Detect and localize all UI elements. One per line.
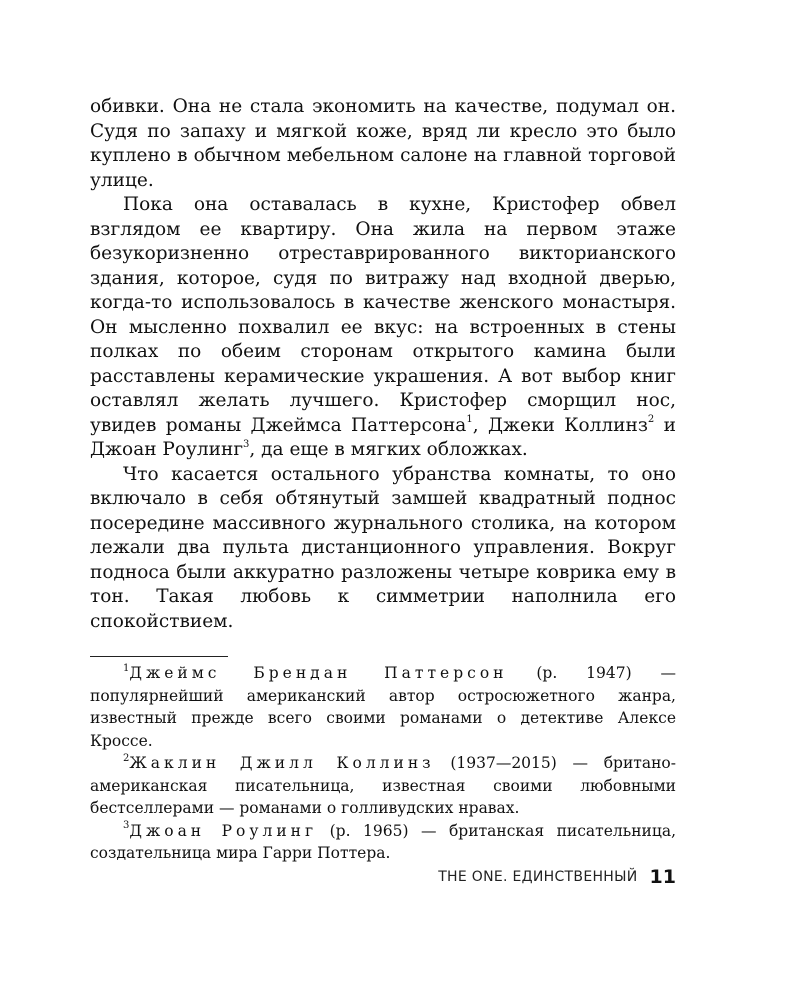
footnote-ref-3: 3 bbox=[243, 438, 250, 450]
footnote-number: 1 bbox=[123, 662, 130, 674]
book-title: THE ONE. ЕДИНСТВЕННЫЙ bbox=[438, 869, 638, 885]
footnote-text: (1937—2015) — британо-американская писательница, известная своими любовными бестселлерами — романами о голливудских нравах. bbox=[90, 754, 676, 817]
footnote-text: (р. 1947) — популярнейший американский автор остросюжетного жанра, известный прежде всего своими романами о детективе Алексе Кроссе. bbox=[90, 664, 677, 750]
footnote-1 bbox=[90, 662, 676, 752]
paragraph-2-text-start: Пока она оставалась в кухне, Кристофер обвел взглядом ее квартиру. Она жила на первом этаже безукоризненно отреставрированного викторианского здания, которое, судя по витражу над входной дверью, когда-то использовалось в качестве женского монастыря. Он мысленно похвалил ее вкус: на встроенных в стены полках по обеим сторонам открытого камина были расставлены керамические украшения. А вот выбор книг оставлял желать лучшего. Кристофер сморщил нос, увидев романы Джеймса Паттерсона bbox=[90, 194, 676, 436]
footnote-person-name: Джеймс Брендан Паттерсон bbox=[129, 664, 508, 682]
footnote-text: (р. 1965) — британская писательница, создательница мира Гарри Поттера. bbox=[90, 821, 676, 862]
paragraph-2-text-end: , да еще в мягких обложках. bbox=[249, 439, 528, 460]
footnote-divider bbox=[90, 656, 228, 657]
footnote-3 bbox=[90, 820, 676, 865]
paragraph-2-text-mid: , Джеки Коллинз bbox=[472, 414, 648, 436]
footnote-number: 3 bbox=[123, 820, 130, 832]
footnote-person-name: Джоан Роулинг bbox=[129, 821, 318, 840]
footnote-ref-2: 2 bbox=[647, 414, 655, 426]
footnote-ref-1: 1 bbox=[466, 414, 473, 426]
paragraph-3: Что касается остального убранства комнаты, то оно включало в себя обтянутый замшей квадратный поднос посередине массивного журнального столика, на котором лежали два пульта дистанционного управления. Вокруг подноса были аккуратно разложены четыре коврика ему в тон. Такая любовь к симметрии наполнила его спокойствием. bbox=[90, 463, 676, 632]
paragraph-2-text-mid2: и Джоан Роулинг bbox=[90, 414, 676, 460]
main-text bbox=[90, 95, 676, 634]
footnotes bbox=[90, 662, 676, 865]
running-footer bbox=[400, 866, 676, 888]
footnote-number: 2 bbox=[123, 752, 130, 764]
footnote-2 bbox=[90, 752, 676, 820]
paragraph-2 bbox=[90, 193, 676, 463]
paragraph-1: обивки. Она не стала экономить на качестве, подумал он. Судя по запаху и мягкой коже, вряд ли кресло это было куплено в обычном мебельном салоне на главной торговой улице. bbox=[90, 96, 676, 191]
page-number: 11 bbox=[649, 866, 676, 888]
footnote-person-name: Жаклин Джилл Коллинз bbox=[129, 754, 435, 772]
